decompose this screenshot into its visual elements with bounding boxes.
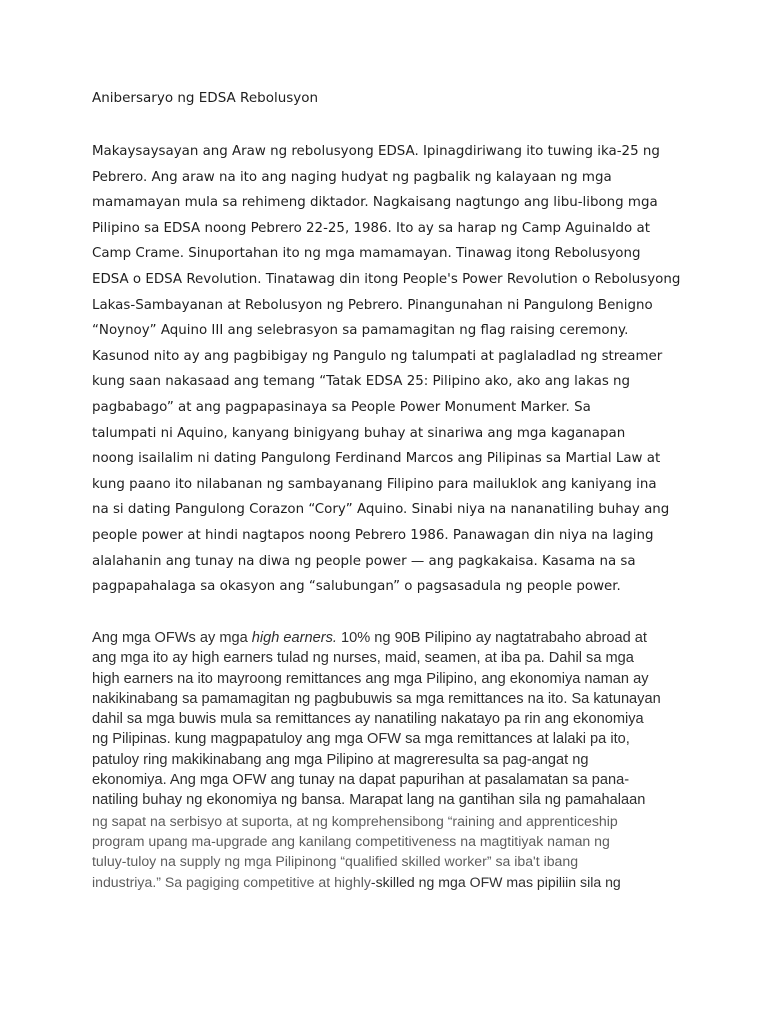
document-title: Anibersaryo ng EDSA Rebolusyon xyxy=(92,90,319,106)
paragraph-line: dahil sa mga buwis mula sa remittances ay nanatiling nakatayo pa rin ang ekonomiya xyxy=(92,711,644,728)
text-span: -skilled ng mga OFW mas pipiliin sila ng xyxy=(370,873,621,890)
text-span: Ang mga OFWs ay mga xyxy=(92,630,252,646)
paragraph-line: patuloy ring makikinabang ang mga Pilipino at magreresulta sa pag-angat ng xyxy=(92,751,589,768)
paragraph-line: mamamayan mula sa rehimeng diktador. Nagkaisang nagtungo ang libu-libong mga xyxy=(92,195,658,211)
italic-text: high earners. xyxy=(251,630,337,646)
paragraph-ofw xyxy=(92,628,712,892)
paragraph-line: ekonomiya. Ang mga OFW ang tunay na dapat papurihan at pasalamatan sa pana- xyxy=(92,772,630,789)
paragraph-line: kung paano ito nilabanan ng sambayanang Filipino para mailuklok ang kaniyang ina xyxy=(92,476,657,492)
paragraph-line: kung saan nakasaad ang temang “Tatak EDSA 25: Pilipino ako, ako ang lakas ng xyxy=(92,374,631,390)
paragraph-line: high earners na ito mayroong remittances ang mga Pilipino, ang ekonomiya naman ay xyxy=(92,670,649,687)
paragraph-line: Pilipino sa EDSA noong Pebrero 22-25, 1986. Ito ay sa harap ng Camp Aguinaldo at xyxy=(92,220,650,236)
paragraph-line: Makaysaysayan ang Araw ng rebolusyong EDSA. Ipinagdiriwang ito tuwing ika-25 ng xyxy=(92,144,660,159)
paragraph-line: noong isailalim ni dating Pangulong Ferdinand Marcos ang Pilipinas sa Martial Law at xyxy=(92,451,661,467)
paragraph-line: ng Pilipinas. kung magpapatuloy ang mga OFW sa mga remittances at lalaki pa ito, xyxy=(92,731,630,748)
paragraph-line: nakikinabang sa pamamagitan ng pagbubuwis sa mga remittances na ito. Sa katunayan xyxy=(92,690,661,707)
paragraph-line: Lakas-Sambayanan at Rebolusyon ng Pebrero. Pinangunahan ni Pangulong Benigno xyxy=(92,297,653,313)
paragraph-line: na si dating Pangulong Corazon “Cory” Aquino. Sinabi niya na nananatiling buhay ang xyxy=(92,502,670,518)
paragraph-line: “Noynoy” Aquino III ang selebrasyon sa pamamagitan ng flag raising ceremony. xyxy=(92,323,629,339)
text-span: industriya.” Sa pagiging competitive at highly xyxy=(92,873,371,890)
paragraph-line: Pebrero. Ang araw na ito ang naging hudyat ng pagbalik ng kalayaan ng mga xyxy=(92,169,612,185)
paragraph-line: pagbabago” at ang pagpapasinaya sa People Power Monument Marker. Sa xyxy=(92,399,591,415)
paragraph-line xyxy=(92,872,712,892)
paragraph-line: alalahanin ang tunay na diwa ng people power — ang pagkakaisa. Kasama na sa xyxy=(92,553,636,569)
paragraph-line: people power at hindi nagtapos noong Pebrero 1986. Panawagan din niya na laging xyxy=(92,527,654,543)
paragraph-line: tuluy-tuloy na supply ng mga Pilipinong “qualified skilled worker” sa iba't ibang xyxy=(92,853,579,870)
paragraph-line: program upang ma-upgrade ang kanilang competitiveness na magtitiyak naman ng xyxy=(92,832,610,849)
paragraph-line: natiling buhay ng ekonomiya ng bansa. Marapat lang na gantihan sila ng pamahalaan xyxy=(92,792,646,809)
text-span: 10% ng 90B Pilipino ay nagtatrabaho abroad at xyxy=(336,630,647,646)
paragraph-line xyxy=(92,628,712,648)
paragraph-line: Kasunod nito ay ang pagbibigay ng Pangulo ng talumpati at paglaladlad ng streamer xyxy=(92,348,663,364)
paragraph-line: ng sapat na serbisyo at suporta, at ng komprehensibong “raining and apprenticeship xyxy=(92,812,618,829)
paragraph-line: Camp Crame. Sinuportahan ito ng mga mamamayan. Tinawag itong Rebolusyong xyxy=(92,246,641,262)
paragraph-line: EDSA o EDSA Revolution. Tinatawag din itong People's Power Revolution o Rebolusyong xyxy=(92,271,681,287)
paragraph-line: pagpapahalaga sa okasyon ang “salubungan” o pagsasadula ng people power. xyxy=(92,579,621,595)
paragraph-line: talumpati ni Aquino, kanyang binigyang buhay at sinariwa ang mga kaganapan xyxy=(92,425,626,441)
paragraph-line: ang mga ito ay high earners tulad ng nurses, maid, seamen, at iba pa. Dahil sa mga xyxy=(92,650,634,667)
paragraph-edsa xyxy=(92,139,712,600)
